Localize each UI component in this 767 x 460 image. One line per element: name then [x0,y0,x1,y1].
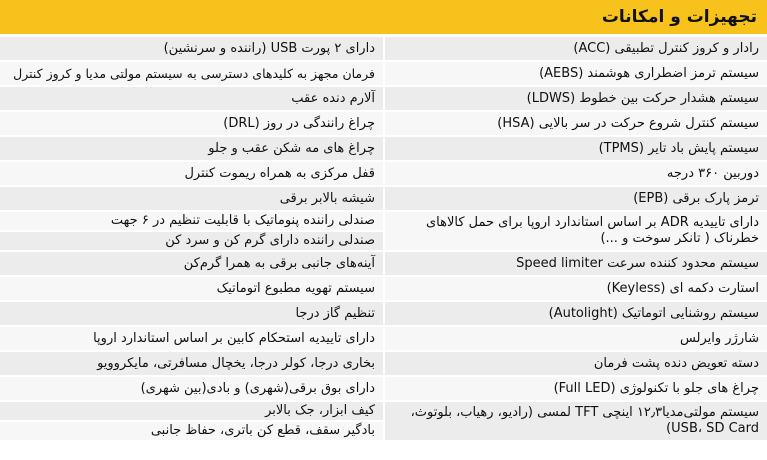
feature-cell-left-stack [0,212,383,250]
feature-cell-right: دارای تاییدیه ADR بر اساس استاندارد اروپا برای حمل کالاهای خطرناک ( تانکر سوخت و ...) [383,212,767,250]
feature-cell-right: ترمز پارک برقی (EPB) [383,187,767,210]
feature-cell-left-stack [0,402,383,440]
feature-cell-left: بادگیر سقف، قطع کن باتری، حفاظ جانبی [0,422,383,440]
feature-cell-right: سیستم پایش باد تایر (TPMS) [383,137,767,160]
feature-cell-left: بخاری درجا، کولر درجا، یخچال مسافرتی، مایکروویو [0,352,383,375]
feature-cell-left: صندلی راننده دارای گرم کن و سرد کن [0,232,383,250]
section-title: تجهیزات و امکانات [601,7,757,27]
table-row [0,252,767,277]
feature-cell-right: دوربین ۳۶۰ درجه [383,162,767,185]
features-table [0,37,767,442]
table-row [0,302,767,327]
feature-cell-right: استارت دکمه ای (Keyless) [383,277,767,300]
feature-cell-right: چراغ های جلو با تکنولوژی (Full LED) [383,377,767,400]
feature-cell-left: تنظیم گاز درجا [0,302,383,325]
table-row [0,87,767,112]
feature-cell-left: فرمان مجهز به کلیدهای دسترسی به سیستم مولتی مدیا و کروز کنترل [0,62,383,85]
feature-cell-right: سیستم هشدار حرکت بین خطوط (LDWS) [383,87,767,110]
feature-cell-right: دسته تعویض دنده پشت فرمان [383,352,767,375]
feature-cell-right: سیستم کنترل شروع حرکت در سر بالایی (HSA) [383,112,767,135]
table-row [0,212,767,252]
feature-cell-left: سیستم تهویه مطبوع اتوماتیک [0,277,383,300]
feature-cell-left: دارای ۲ پورت USB (راننده و سرنشین) [0,37,383,60]
feature-cell-left: آینه‌های جانبی برقی به همرا گرم‌کن [0,252,383,275]
feature-cell-left: دارای بوق برقی(شهری) و بادی(بین شهری) [0,377,383,400]
feature-cell-right: سیستم محدود کننده سرعت Speed limiter [383,252,767,275]
table-row [0,402,767,442]
table-row [0,352,767,377]
table-row [0,62,767,87]
feature-cell-left: شیشه بالابر برقی [0,187,383,210]
feature-cell-left: چراغ رانندگی در روز (DRL) [0,112,383,135]
table-row [0,277,767,302]
feature-cell-right: رادار و کروز کنترل تطبیقی (ACC) [383,37,767,60]
table-row [0,187,767,212]
table-row [0,327,767,352]
feature-cell-left: صندلی راننده پنوماتیک با قابلیت تنظیم در ۶ جهت [0,212,383,230]
feature-cell-right: سیستم روشنایی اتوماتیک (Autolight) [383,302,767,325]
table-row [0,37,767,62]
feature-cell-left: آلارم دنده عقب [0,87,383,110]
feature-cell-right: سیستم ترمز اضطراری هوشمند (AEBS) [383,62,767,85]
feature-cell-right: سیستم مولتی‌مدیا۱۲٫۳ اینچی TFT لمسی (رادیو، رهیاب، بلوتوث، USB، SD Card) [383,402,767,440]
table-row [0,377,767,402]
feature-cell-left: کیف ابزار، جک بالابر [0,402,383,420]
feature-cell-left: دارای تاییدیه استحکام کابین بر اساس استاندارد اروپا [0,327,383,350]
table-row [0,162,767,187]
table-row [0,112,767,137]
feature-cell-left: قفل مرکزی به همراه ریموت کنترل [0,162,383,185]
feature-cell-right: شارژر وایرلس [383,327,767,350]
feature-cell-left: چراغ های مه شکن عقب و جلو [0,137,383,160]
section-header [0,0,767,34]
table-row [0,137,767,162]
